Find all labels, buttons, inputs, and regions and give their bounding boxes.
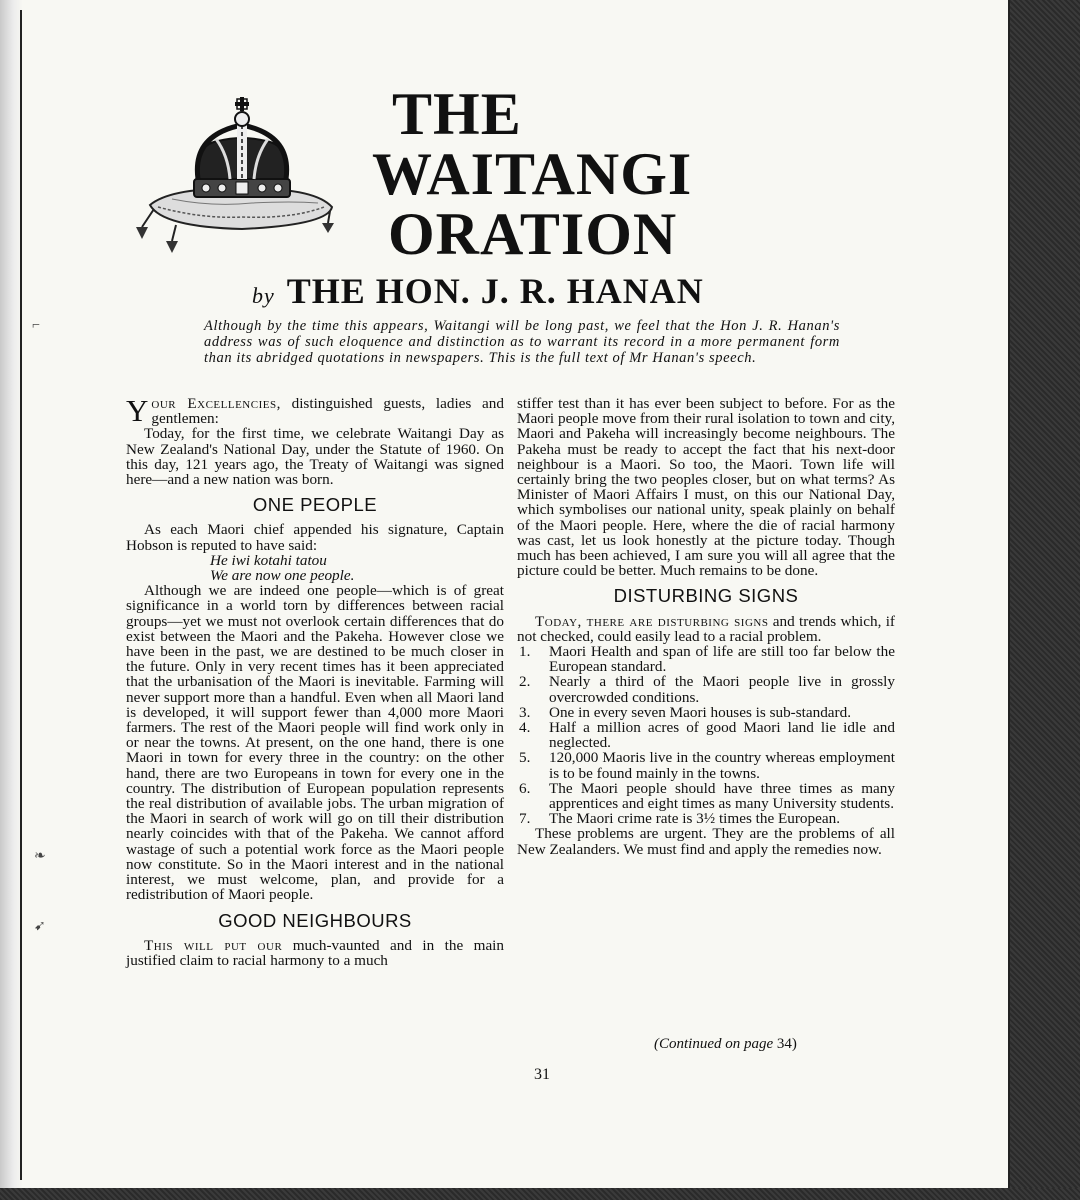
margin-mark: ⌐ <box>32 318 40 333</box>
section-heading-good-neighbours: GOOD NEIGHBOURS <box>218 909 412 931</box>
quote-maori: He iwi kotahi tatou <box>210 551 327 569</box>
list-text: Nearly a third of the Maori people live in grossly overcrowded conditions. <box>549 673 895 706</box>
list-text: The Maori crime rate is 3½ times the European. <box>549 810 840 828</box>
title-line: WAITANGI <box>372 141 693 207</box>
list-item <box>517 720 895 750</box>
author-name: THE HON. J. R. HANAN <box>286 271 704 311</box>
list-item <box>517 705 895 720</box>
title-line: ORATION <box>388 201 678 267</box>
margin-mark: ➹ <box>34 919 46 934</box>
margin-mark: ❧ <box>34 849 46 864</box>
body-paragraph <box>126 938 504 968</box>
signs-list <box>517 644 895 826</box>
list-text: The Maori people should have three times as many apprentices and eight times as many University students. <box>549 779 895 813</box>
scan-edge-left <box>0 0 22 1200</box>
list-text: Half a million acres of good Maori land lie idle and neglected. <box>549 719 895 752</box>
list-text: Maori Health and span of life are still too far below the European standard. <box>549 643 895 676</box>
list-item <box>517 750 895 780</box>
section-heading-disturbing-signs: DISTURBING SIGNS <box>613 585 799 607</box>
body-paragraph <box>517 614 895 644</box>
opening-paragraph <box>126 393 504 428</box>
list-item <box>517 644 895 674</box>
byline-by: by <box>252 283 275 308</box>
continued-note <box>654 1036 797 1053</box>
scan-border-right <box>1008 0 1080 1200</box>
quote-english: We are now one people. <box>210 567 355 585</box>
body-paragraph: stiffer test than it has ever been subject to before. For as the Maori people move from their rural isolation to town and city, Maori and Pakeha will increasingly become neighbours. The Pakeha must be ready to accept the fact that his next-door neighbour is a Maori. So too, the Maori. Town life will certainly bring the two peoples closer, but on what terms? As Minister of Maori Affairs I must, on this our National Day, which symbolises our national unity, speak plainly on behalf of the Maori people. Here, where the die of racial harmony was cast, let us look honestly at the picture today. Though much has been achieved, I am sure you will all agree that the picture could be better. Much remains to be done. <box>517 395 895 580</box>
list-item <box>517 811 895 826</box>
right-column <box>517 396 895 857</box>
body-paragraph: As each Maori chief appended his signature, Captain Hobson is reputed to have said: <box>126 521 504 554</box>
crown-on-cushion-icon <box>132 95 352 255</box>
lead-text: and trends which, if not checked, could easily lead to a racial problem. <box>517 612 895 645</box>
list-text: 120,000 Maoris live in the country whereas employment is to be found mainly in the towns. <box>549 749 895 782</box>
list-text: One in every seven Maori houses is sub-standard. <box>549 703 851 721</box>
magazine-page <box>22 0 1010 1188</box>
opening-smallcaps: our Excellencies, <box>151 395 281 412</box>
lead-smallcaps: This will put our <box>144 936 283 954</box>
list-number: 6. <box>519 779 531 797</box>
list-number: 4. <box>519 719 531 737</box>
body-paragraph: Although we are indeed one people—which is of great significance in a world torn by differences between racial groups—yet we must not overlook certain differences that do exist between the Maori and the Pakeha. However close we have been in the past, we are destined to be much closer in the future. Only in very recent times has it been appreciated that the urbanisation of the Maori is inevitable. Farming will never support more than a handful. Even when all Maori land is developed, it will support fewer than 4,000 more Maori farmers. The rest of the Maori people will find work only in or near the towns. At present, on the one hand, there is one Maori in town for every three in the country: on the other hand, there are two Europeans in town for every one in the country. The distribution of European population represents the real distribution of available jobs. The urban migration of the Maori in search of work will go on till their distribution nearly coincides with that of the Pakeha. We cannot afford wastage of such a potential work force as the Maori people now constitute. So in the Maori interest and in the national interest, we must welcome, plan, and provide for a redistribution of Maori people. <box>126 582 504 904</box>
scan-border-bottom <box>0 1188 1080 1200</box>
dropcap-letter: Y <box>126 393 149 428</box>
article-title <box>372 81 932 267</box>
body-paragraph: Today, for the first time, we celebrate Waitangi Day as New Zealand's National Day, under the Statute of 1960. On this day, 121 years ago, the Treaty of Waitangi was signed here—and a new nation was born. <box>126 425 504 489</box>
section-heading-one-people: ONE PEOPLE <box>252 494 378 516</box>
left-column <box>126 393 504 969</box>
page-number: 31 <box>534 1066 550 1083</box>
list-number: 1. <box>519 643 531 661</box>
continued-page: 34) <box>773 1036 797 1052</box>
opening-text: distinguished guests, ladies and gentlemen: <box>151 395 504 428</box>
lead-text: much-vaunted and in the main justified claim to racial harmony to a much <box>126 936 504 969</box>
body-paragraph: These problems are urgent. They are the problems of all New Zealanders. We must find and apply the remedies now. <box>517 825 895 858</box>
title-line: THE <box>392 81 522 147</box>
lead-smallcaps: Today, there are disturbing signs <box>535 612 769 630</box>
list-number: 3. <box>519 703 531 721</box>
byline <box>252 270 952 312</box>
list-number: 5. <box>519 749 531 767</box>
list-number: 7. <box>519 810 531 828</box>
list-item <box>517 674 895 704</box>
intro-paragraph: Although by the time this appears, Waitangi will be long past, we feel that the Hon J. R. Hanan's address was of such eloquence and distinction as to warrant its record in a more permanent form than its abridged quotations in newspapers. This is the full text of Mr Hanan's speech. <box>204 318 840 366</box>
list-item <box>517 781 895 811</box>
list-number: 2. <box>519 673 531 691</box>
continued-prefix: (Continued on page <box>654 1036 774 1052</box>
